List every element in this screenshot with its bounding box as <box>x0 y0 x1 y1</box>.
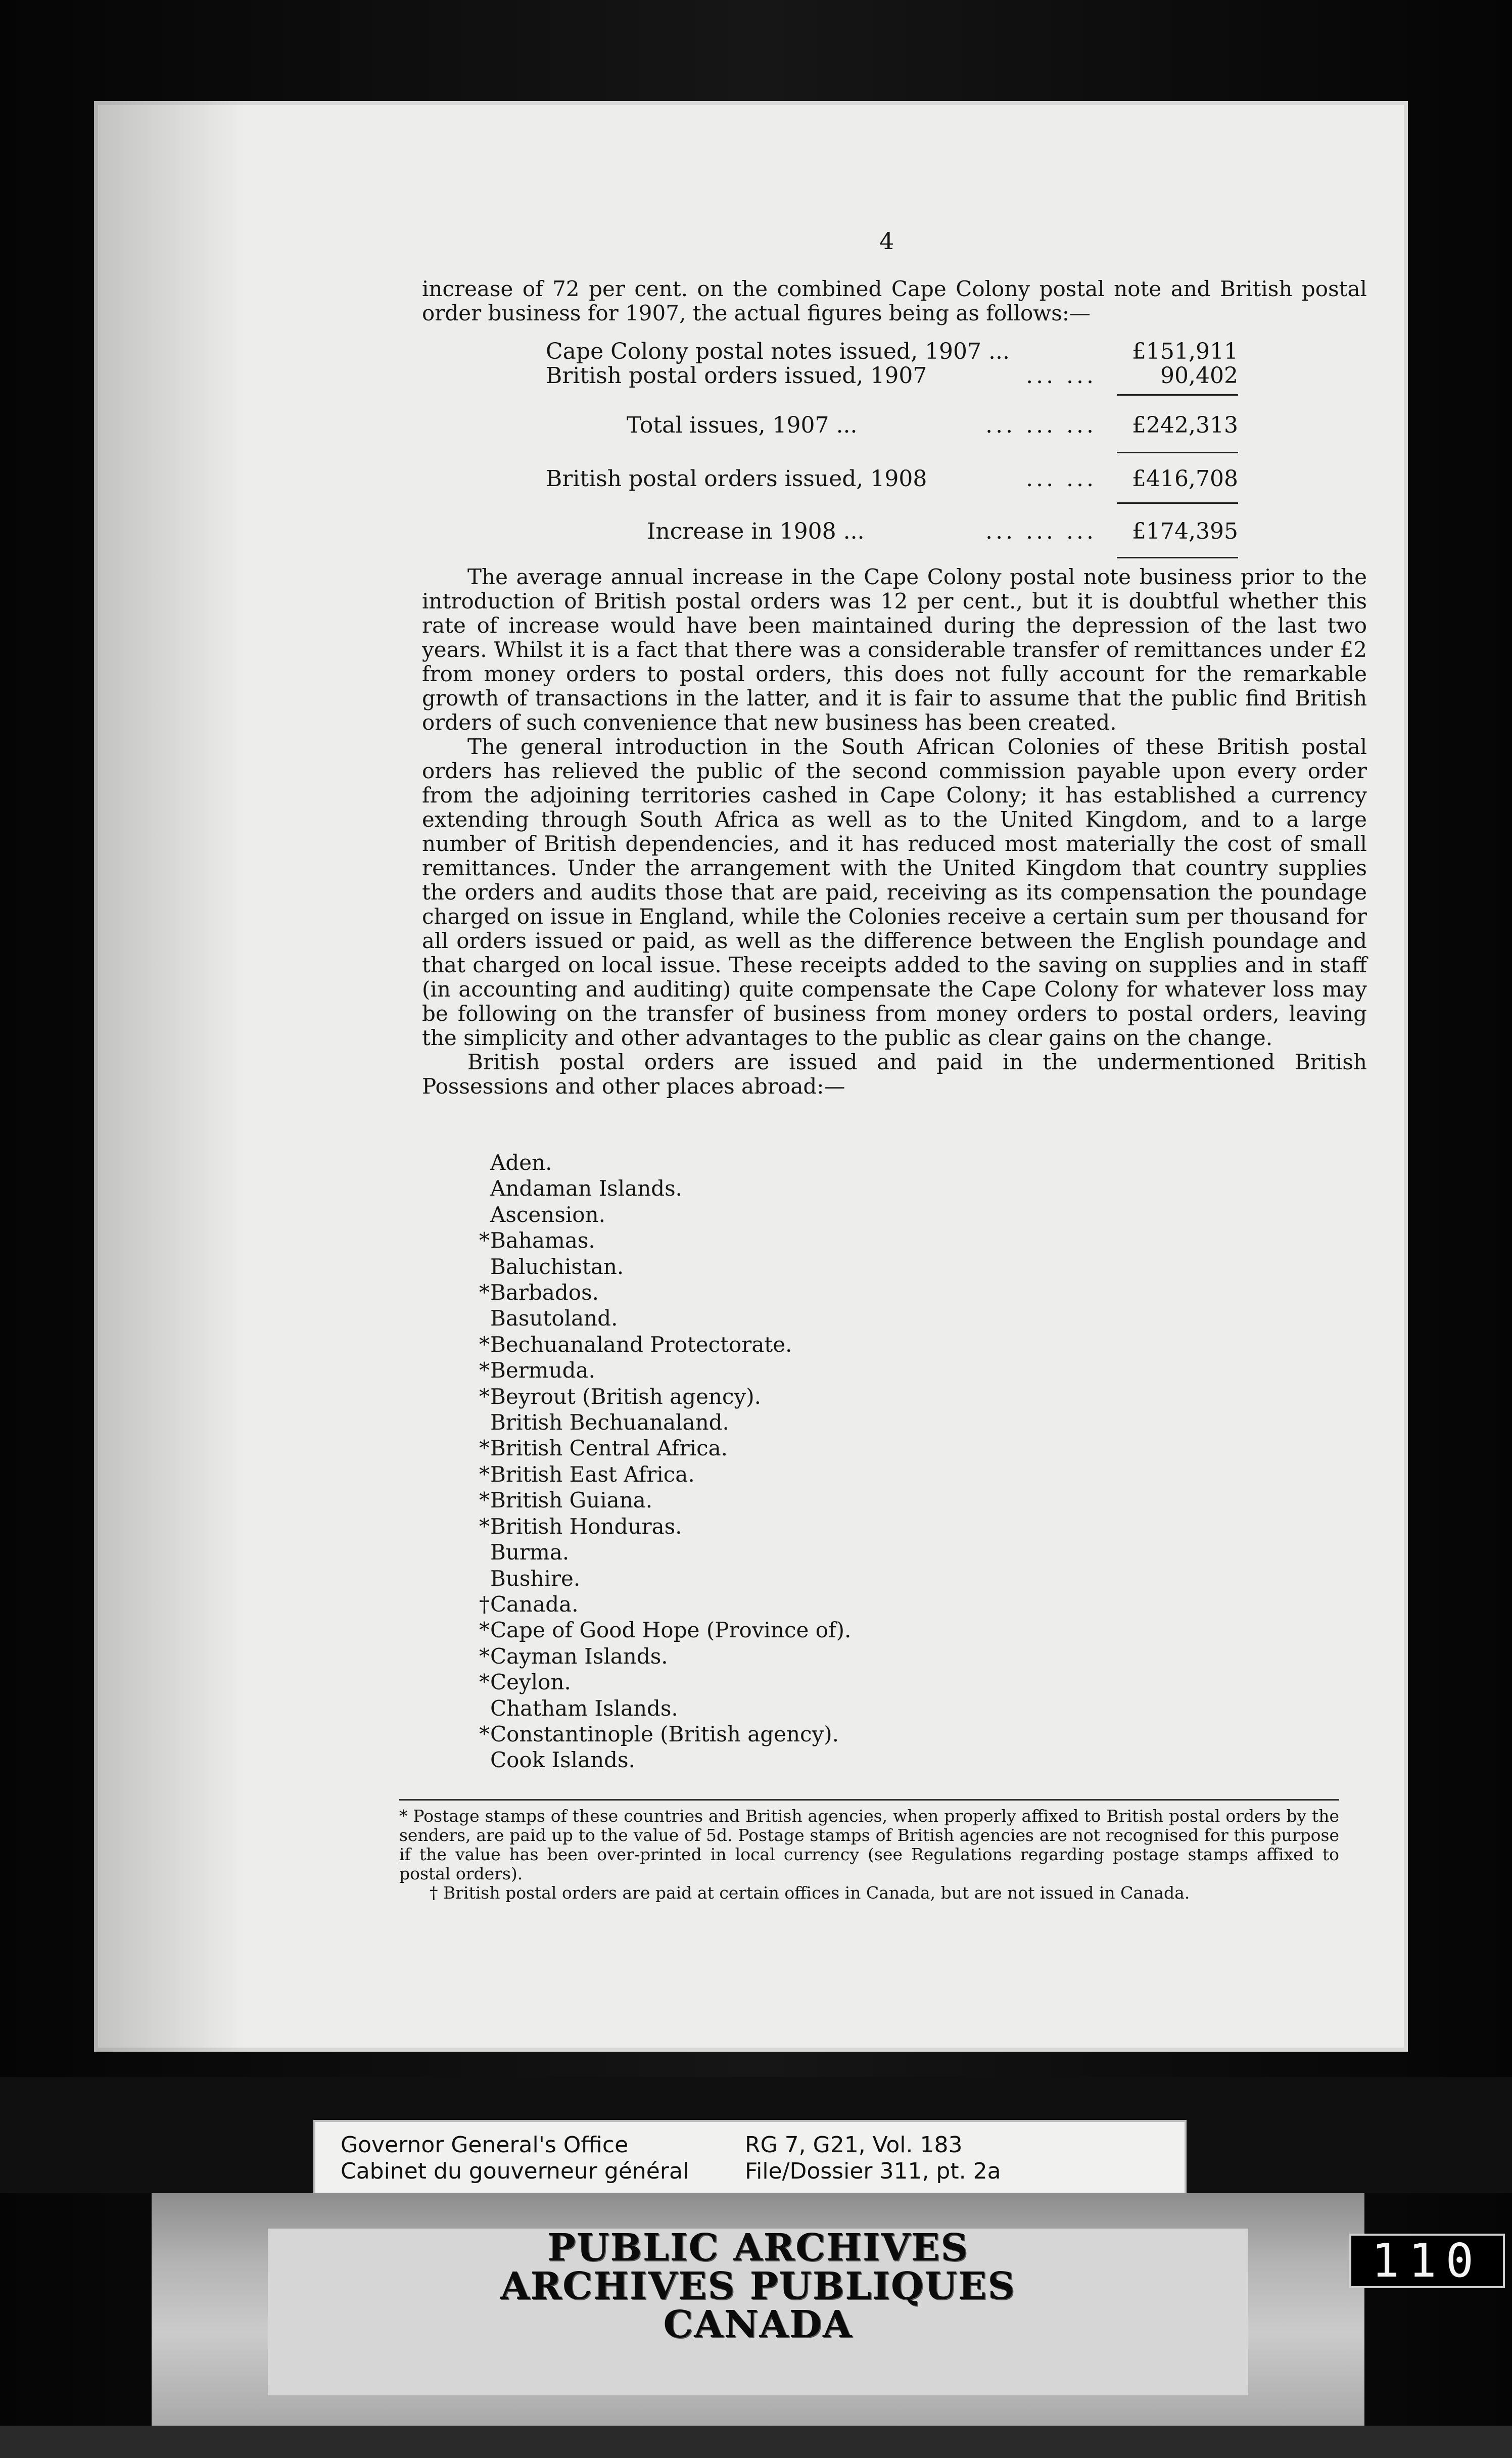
place-name: Canada. <box>490 1591 579 1617</box>
intro-paragraph: increase of 72 per cent. on the combined Cape Colony postal note and British postal order business for 1907, the actual figures being as follows:— <box>422 276 1367 325</box>
place-name: Ceylon. <box>490 1670 571 1695</box>
list-item <box>479 1721 851 1747</box>
place-name: British Honduras. <box>490 1514 682 1539</box>
place-name: Chatham Islands. <box>490 1695 678 1721</box>
figures-row <box>546 339 1238 366</box>
figures-label: British postal orders issued, 1908 <box>546 466 927 492</box>
place-name: Baluchistan. <box>490 1254 624 1279</box>
place-name: British East Africa. <box>490 1461 695 1487</box>
place-name: Andaman Islands. <box>490 1176 683 1201</box>
figures-amount: £242,313 <box>1132 412 1238 438</box>
footnote-mark: * <box>479 1670 490 1695</box>
footnote-mark: * <box>479 1618 490 1643</box>
page-number: 4 <box>879 227 894 255</box>
body-paragraph: The average annual increase in the Cape Colony postal note business prior to the introduction of British postal orders was 12 per cent., but it is doubtful whether this rate of increase would have been maintained during the depression of the last two years. Whilst it is a fact that there was a considerable transfer of remittances under £2 from money orders to postal orders, this does not fully account for the remarkable growth of transactions in the latter, and it is fair to assume that the public find British orders of such convenience that new business has been created. <box>422 564 1367 735</box>
footnote-mark: * <box>479 1461 490 1487</box>
list-item <box>479 1591 851 1617</box>
archive-reference-label <box>313 2120 1187 2195</box>
footnote-mark: * <box>479 1488 490 1513</box>
footnote-divider <box>399 1799 1339 1801</box>
list-item <box>490 1175 851 1201</box>
record-group: RG 7, G21, Vol. 183 <box>745 2132 963 2158</box>
footnote-mark: * <box>479 1280 490 1305</box>
body-text <box>422 565 1367 1099</box>
figures-leader: ... ... <box>1026 363 1097 389</box>
list-item <box>479 1357 851 1383</box>
place-name: Aden. <box>490 1150 552 1175</box>
place-name: Cayman Islands. <box>490 1643 668 1669</box>
stamp-line-en: PUBLIC ARCHIVES <box>547 2226 969 2270</box>
list-item <box>490 1747 851 1773</box>
figures-label: Cape Colony postal notes issued, 1907 ... <box>546 339 1010 364</box>
footnote: † British postal orders are paid at certain offices in Canada, but are not issued in Canada. <box>430 1883 1190 1903</box>
footnotes <box>399 1807 1339 1903</box>
figures-amount: 90,402 <box>1160 363 1238 389</box>
list-item <box>490 1566 851 1591</box>
place-name: Barbados. <box>490 1280 599 1305</box>
place-name: Ascension. <box>490 1202 605 1227</box>
list-item <box>490 1409 851 1435</box>
footnote-mark: * <box>479 1514 490 1539</box>
stamp-line-fr: ARCHIVES PUBLIQUES <box>500 2264 1016 2308</box>
place-name: Bahamas. <box>490 1228 595 1253</box>
list-item <box>479 1384 851 1409</box>
figures-leader: ... ... <box>1026 466 1097 492</box>
footnote-mark: † <box>479 1591 490 1617</box>
sum-rule <box>1117 557 1238 558</box>
stamp-line-country: CANADA <box>663 2303 853 2346</box>
footnote: * Postage stamps of these countries and British agencies, when properly affixed to British postal orders by the senders, are paid up to the value of 5d. Postage stamps of British agencies are not recognised for this purpose if the value has been over-printed in local currency (see Regulations regarding postage stamps affixed to postal orders). <box>399 1806 1339 1883</box>
place-name: Basutoland. <box>490 1306 618 1331</box>
list-item <box>490 1254 851 1280</box>
footnote-mark: * <box>479 1436 490 1461</box>
archive-stamp-text <box>268 2226 1248 2395</box>
intro-text <box>422 277 1367 325</box>
place-name: Bechuanaland Protectorate. <box>490 1332 792 1357</box>
list-item <box>490 1202 851 1227</box>
footnote-mark: * <box>479 1721 490 1746</box>
place-name: Burma. <box>490 1540 570 1565</box>
list-item <box>490 1695 851 1721</box>
footnote-mark: * <box>479 1358 490 1383</box>
figures-amount: £151,911 <box>1132 339 1238 364</box>
list-item <box>479 1669 851 1695</box>
places-list <box>479 1150 852 1773</box>
figures-row <box>546 363 1238 390</box>
file-reference <box>745 2132 1001 2185</box>
list-item <box>479 1227 851 1253</box>
place-name: Beyrout (British agency). <box>490 1384 761 1409</box>
list-item <box>490 1150 851 1175</box>
list-item <box>479 1617 852 1643</box>
figures-label: British postal orders issued, 1907 <box>546 363 927 389</box>
list-item <box>479 1280 851 1305</box>
figures-label: Total issues, 1907 ... <box>627 412 858 438</box>
file-number: File/Dossier 311, pt. 2a <box>745 2158 1001 2184</box>
archive-stamp <box>152 2193 1364 2426</box>
list-item <box>479 1332 851 1357</box>
figures-row <box>627 412 1238 440</box>
list-item <box>479 1435 851 1461</box>
place-name: Cook Islands. <box>490 1747 635 1773</box>
office-names <box>341 2132 689 2185</box>
figures-amount: £416,708 <box>1132 466 1238 492</box>
sum-rule <box>1117 452 1238 453</box>
place-name: Bermuda. <box>490 1358 595 1383</box>
footnote-mark: * <box>479 1332 490 1357</box>
figures-leader: ... ... ... <box>985 412 1097 438</box>
office-name-fr: Cabinet du gouverneur général <box>341 2158 689 2184</box>
place-name: Constantinople (British agency). <box>490 1721 839 1746</box>
place-name: British Bechuanaland. <box>490 1410 729 1435</box>
list-item <box>479 1461 851 1487</box>
figures-amount: £174,395 <box>1132 518 1238 544</box>
sum-rule <box>1117 394 1238 396</box>
footnote-mark: * <box>479 1384 490 1409</box>
office-name-en: Governor General's Office <box>341 2132 629 2158</box>
figures-row <box>647 518 1238 546</box>
list-item <box>490 1305 851 1331</box>
figures-table <box>546 339 1238 544</box>
list-item <box>479 1487 851 1513</box>
footnote-mark: * <box>479 1643 490 1669</box>
place-name: Bushire. <box>490 1566 581 1591</box>
place-name: British Central Africa. <box>490 1436 728 1461</box>
figures-row <box>546 466 1238 493</box>
footnote-mark: * <box>479 1228 490 1253</box>
figures-label: Increase in 1908 ... <box>647 518 865 544</box>
place-name: Cape of Good Hope (Province of). <box>490 1618 852 1643</box>
list-item <box>479 1643 851 1669</box>
body-paragraph: British postal orders are issued and paid in the undermentioned British Possessions and other places abroad:— <box>422 1050 1367 1099</box>
sum-rule <box>1117 502 1238 504</box>
film-edge <box>0 2426 1512 2458</box>
body-paragraph: The general introduction in the South African Colonies of these British postal orders has relieved the public of the second commission payable upon every order from the adjoining territories cashed in Cape Colony; it has established a currency extending through South Africa as well as to the United Kingdom, and to a large number of British dependencies, and it has reduced most materially the cost of small remittances. Under the arrangement with the United Kingdom that country supplies the orders and audits those that are paid, receiving as its compensation the poundage charged on issue in England, while the Colonies receive a certain sum per thousand for all orders issued or paid, as well as the difference between the English poundage and that charged on local issue. These receipts added to the saving on supplies and in staff (in accounting and auditing) quite compensate the Cape Colony for whatever loss may be following on the transfer of business from money orders to postal orders, leaving the simplicity and other advantages to the public as clear gains on the change. <box>422 734 1367 1050</box>
list-item <box>479 1514 851 1539</box>
frame-number: 110 <box>1349 2234 1505 2288</box>
figures-leader: ... ... ... <box>985 518 1097 544</box>
list-item <box>490 1539 851 1565</box>
place-name: British Guiana. <box>490 1488 653 1513</box>
